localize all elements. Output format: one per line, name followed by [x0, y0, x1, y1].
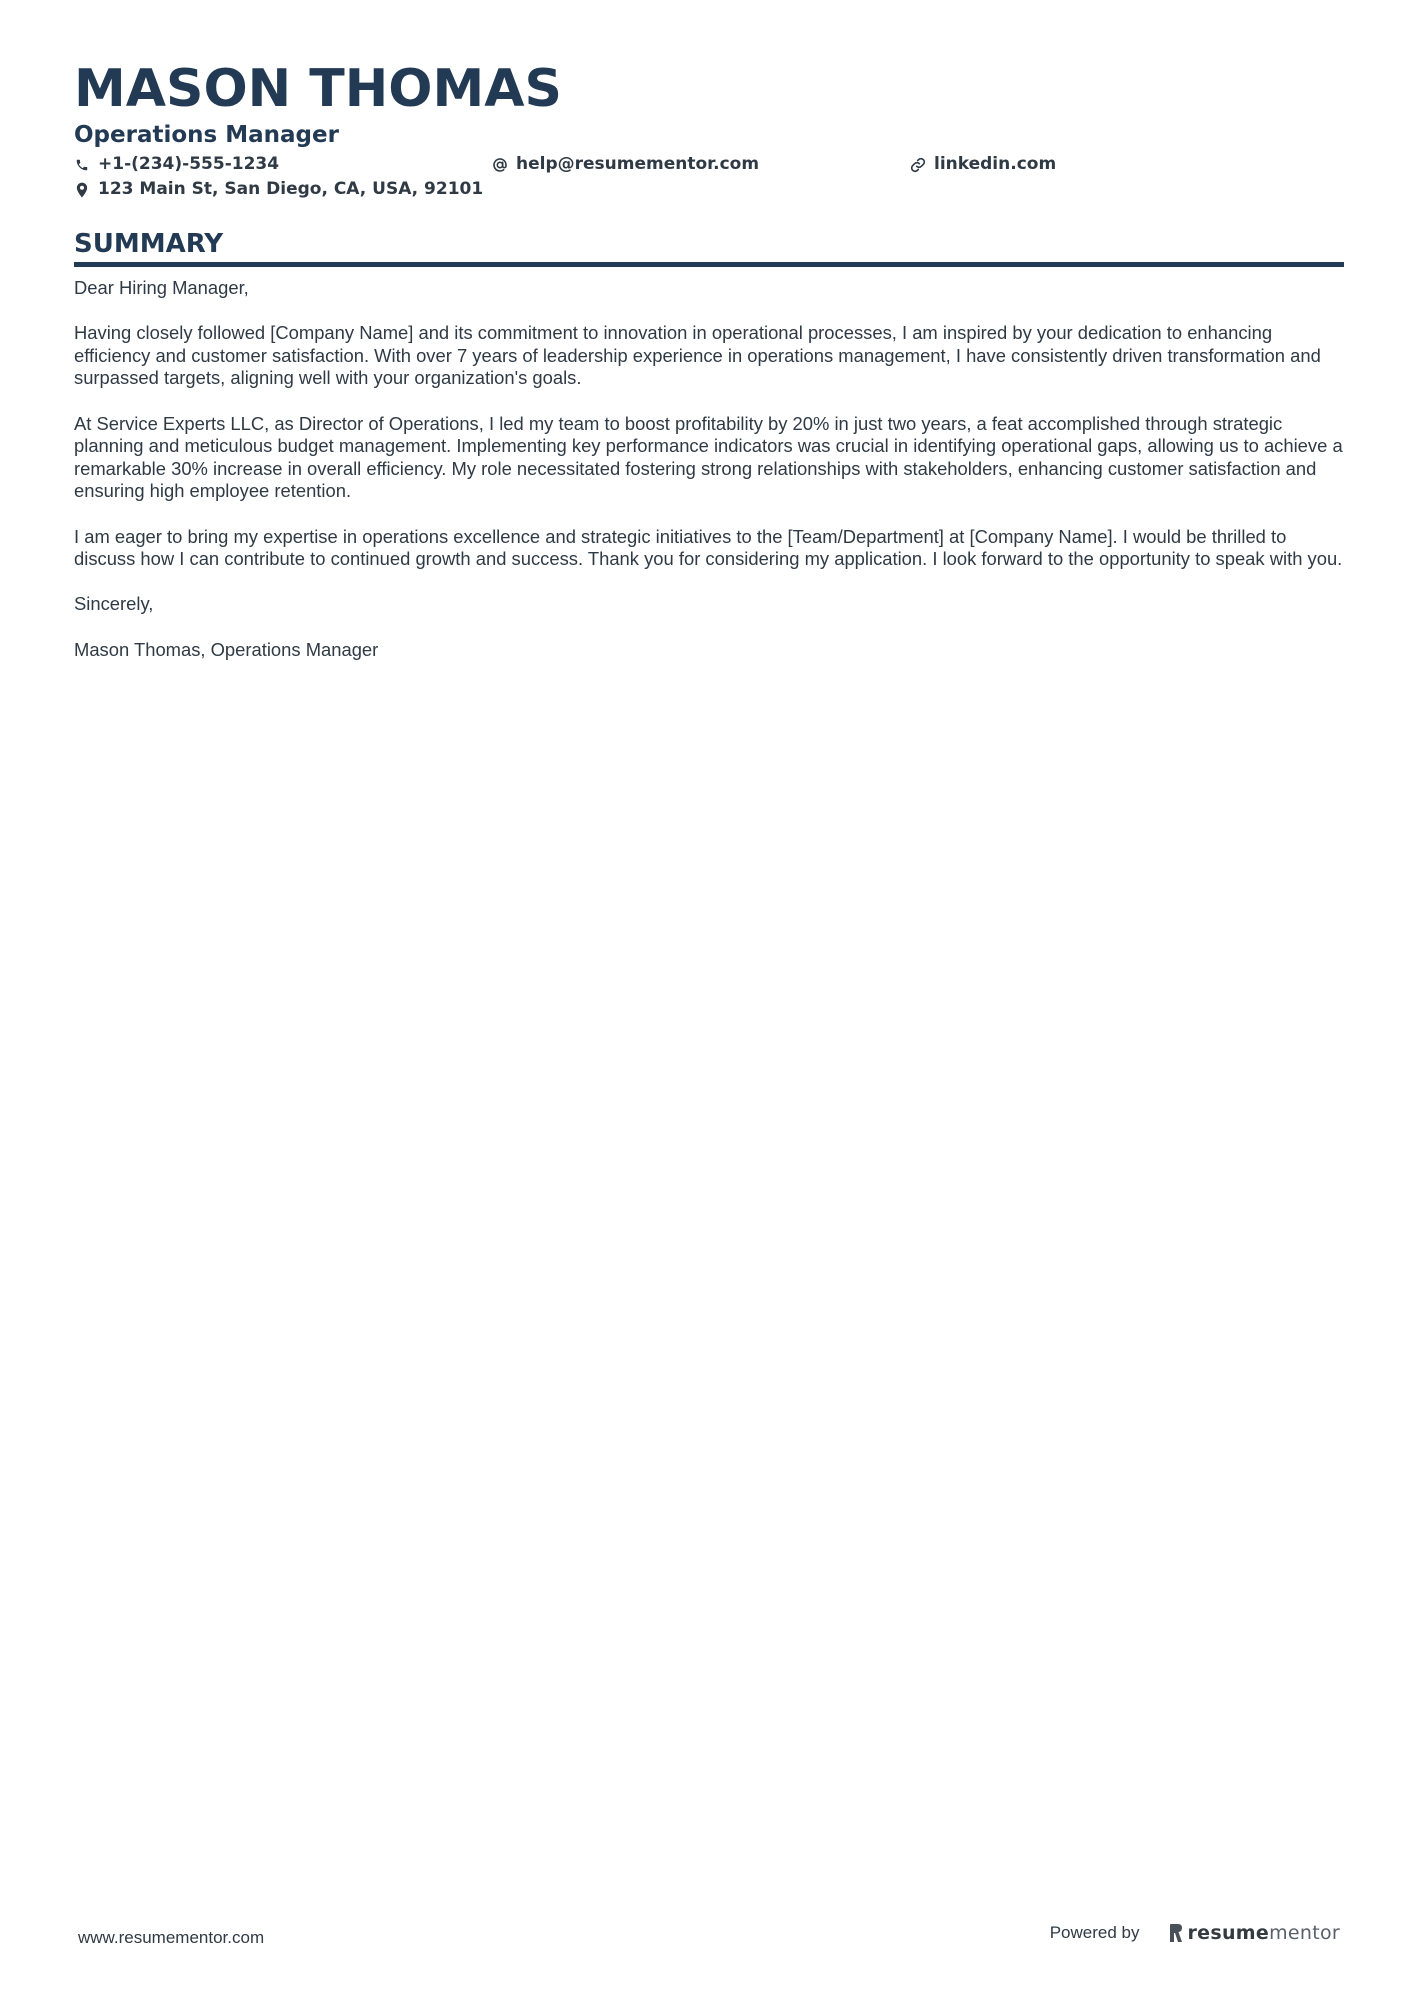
linkedin-text: linkedin.com [934, 154, 1057, 174]
salutation: Dear Hiring Manager, [74, 277, 249, 298]
resumementor-logo-icon [1169, 1923, 1183, 1943]
at-icon [492, 157, 508, 173]
letter-paragraph: I am eager to bring my expertise in operations excellence and strategic initiatives to the [Team/Department] at [Company Name]. I would be thrilled to discuss how I can contribute to continued growth and success. Thank you for considering my application. I look forward to the opportunity to speak with you. [74, 525, 1343, 570]
cover-letter-page [74, 60, 1344, 684]
brand-light-text: mentor [1269, 1922, 1340, 1944]
contact-linkedin[interactable] [910, 152, 1210, 177]
signature: Mason Thomas, Operations Manager [74, 638, 379, 660]
letter-paragraph: Having closely followed [Company Name] and its commitment to innovation in operational processes, I am inspired by your dedication to enhancing efficiency and customer satisfaction. With over 7 years of leadership experience in operations management, I have consistently driven transformation and surpassed targets, aligning well with your organization's goals. [74, 322, 1321, 389]
phone-text: +1-(234)-555-1234 [98, 154, 280, 174]
phone-icon [74, 157, 90, 173]
location-pin-icon [74, 182, 90, 198]
email-text: help@resumementor.com [516, 154, 760, 174]
closing: Sincerely, [74, 593, 154, 615]
footer-branding [1050, 1922, 1340, 1944]
resumementor-logo[interactable] [1169, 1922, 1340, 1944]
letter-paragraph: At Service Experts LLC, as Director of Operations, I led my team to boost profitability by 20% in just two years, a feat accomplished through strategic planning and meticulous budget management. Implementing key performance indicators was crucial in identifying operational gaps, allowing us to achieve a remarkable 30% increase in overall efficiency. My role necessitated fostering strong relationships with stakeholders, enhancing customer satisfaction and ensuring high employee retention. [74, 412, 1343, 502]
section-heading-summary: SUMMARY [74, 228, 1344, 267]
address-text: 123 Main St, San Diego, CA, USA, 92101 [98, 179, 484, 199]
contact-phone[interactable] [74, 152, 492, 177]
applicant-name: MASON THOMAS [74, 59, 562, 119]
contact-address [74, 177, 492, 202]
brand-strong-text: resume [1187, 1922, 1270, 1944]
link-icon [910, 157, 926, 173]
footer-website[interactable]: www.resumementor.com [78, 1928, 265, 1947]
powered-by-label: Powered by [1049, 1923, 1140, 1942]
job-title: Operations Manager [74, 122, 339, 148]
contact-info [74, 152, 1344, 202]
letter-body [74, 277, 1344, 661]
contact-email[interactable] [492, 152, 910, 177]
